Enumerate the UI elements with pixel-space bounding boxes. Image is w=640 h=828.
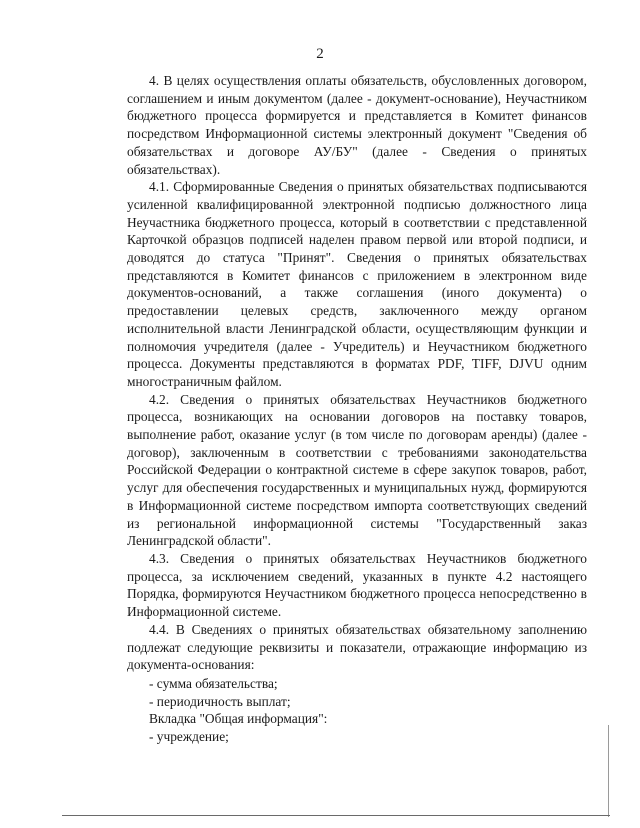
list-item-institution: - учреждение;: [149, 729, 229, 745]
paragraph-4-2: 4.2. Сведения о принятых обязательствах Неучастников бюджетного процесса, возникающих на основании договоров на поставку товаров, выполнение работ, оказание услуг (в том числе по договорам аренды) (далее - договор), заключенным в соответствии с требованиями законодательства Российской Федерации о контрактной системе в сфере закупок товаров, работ, услуг для обеспечения государственных и муниципальных нужд, формируются в Информационной системе посредством импорта соответствующих сведений из региональной информационной системы "Государственный заказ Ленинградской области".: [127, 391, 587, 549]
list-item-general-info-tab: Вкладка "Общая информация":: [149, 711, 328, 727]
paragraph-4-1: 4.1. Сформированные Сведения о принятых обязательствах подписываются усиленной квалифицированной электронной подписью должностного лица Неучастника бюджетного процесса, который в соответствии с представленной Карточкой образцов подписей наделен правом первой или второй подписи, и доводятся до статуса "Принят". Сведения о принятых обязательствах представляются в Комитет финансов с приложением в электронном виде документов-оснований, а также соглашения (иного документа) о предоставлении целевых средств, заключенного между органом исполнительной власти Ленинградской области, осуществляющим функции и полномочия учредителя (далее - Учредитель) и Неучастником бюджетного процесса. Документы представляются в форматах PDF, TIFF, DJVU одним многостраничным файлом.: [127, 179, 587, 389]
list-item-payment-frequency: - периодичность выплат;: [149, 693, 291, 709]
paragraph-4-3: 4.3. Сведения о принятых обязательствах Неучастников бюджетного процесса, за исключением сведений, указанных в пункте 4.2 настоящего Порядка, формируются Неучастником бюджетного процесса непосредственно в Информационной системе.: [127, 550, 587, 620]
scan-edge-line: [608, 725, 609, 817]
paragraph-4-4: 4.4. В Сведениях о принятых обязательствах обязательному заполнению подлежат следующие реквизиты и показатели, отражающие информацию из документа-основания:: [127, 621, 587, 673]
page-bottom-rule: [62, 815, 610, 816]
document-body: [127, 72, 587, 746]
paragraph-4: 4. В целях осуществления оплаты обязательств, обусловленных договором, соглашением и иным документом (далее - документ-основание), Неучастником бюджетного процесса формируется и представляется в Комитет финансов посредством Информационной системы электронный документ "Сведения об обязательствах и договоре АУ/БУ" (далее - Сведения о принятых обязательствах).: [127, 73, 587, 177]
list-item-obligation-sum: - сумма обязательства;: [149, 675, 278, 691]
page-number: 2: [316, 46, 324, 62]
